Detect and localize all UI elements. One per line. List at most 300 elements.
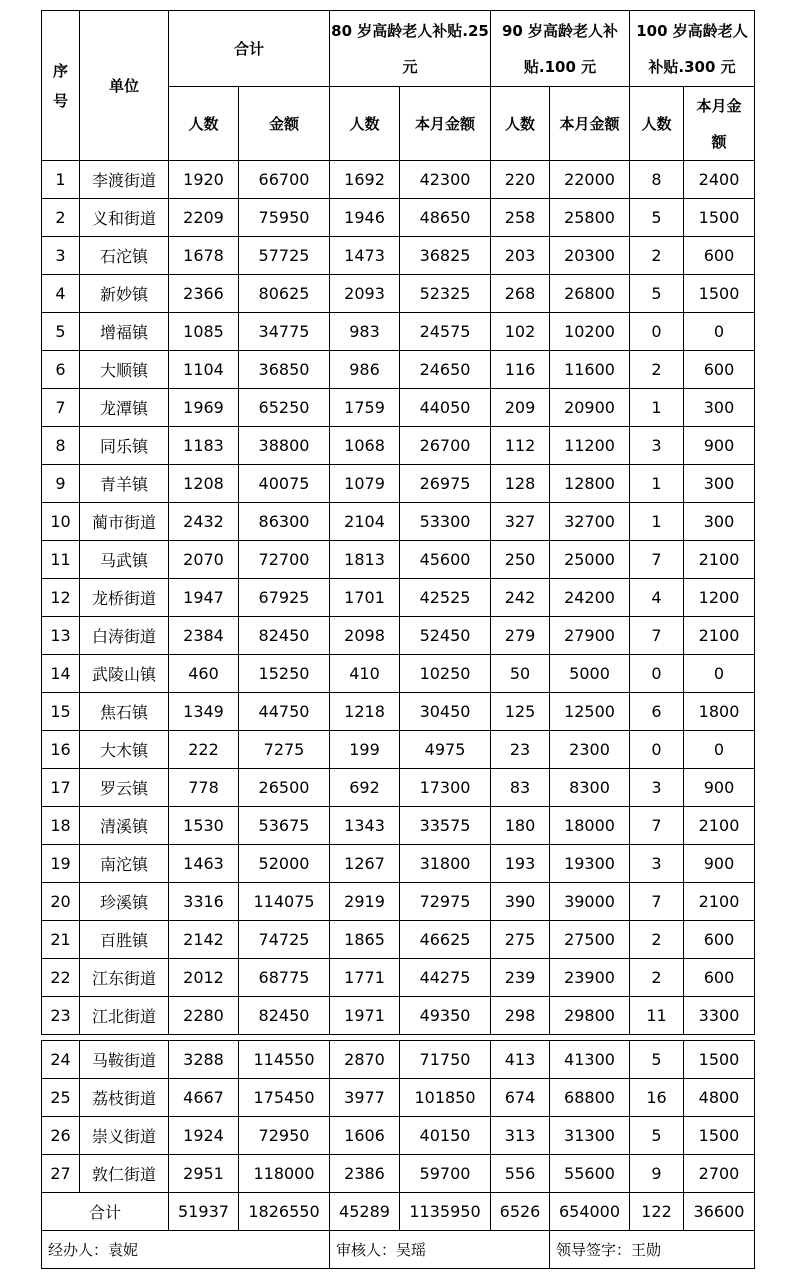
row-cell: 298 bbox=[491, 997, 550, 1035]
row-cell: 24575 bbox=[400, 313, 491, 351]
row-cell: 600 bbox=[684, 921, 755, 959]
row-cell: 66700 bbox=[239, 161, 330, 199]
row-seq: 19 bbox=[42, 845, 80, 883]
row-cell: 1068 bbox=[330, 427, 400, 465]
row-cell: 1200 bbox=[684, 579, 755, 617]
row-cell: 2280 bbox=[169, 997, 239, 1035]
row-cell: 1800 bbox=[684, 693, 755, 731]
row-cell: 193 bbox=[491, 845, 550, 883]
row-unit: 大顺镇 bbox=[80, 351, 169, 389]
row-cell: 2100 bbox=[684, 617, 755, 655]
row-unit: 江东街道 bbox=[80, 959, 169, 997]
row-cell: 2 bbox=[630, 959, 684, 997]
row-unit: 百胜镇 bbox=[80, 921, 169, 959]
row-cell: 199 bbox=[330, 731, 400, 769]
row-cell: 2870 bbox=[330, 1041, 400, 1079]
row-cell: 101850 bbox=[400, 1079, 491, 1117]
row-cell: 2 bbox=[630, 351, 684, 389]
row-unit: 新妙镇 bbox=[80, 275, 169, 313]
row-cell: 2919 bbox=[330, 883, 400, 921]
row-cell: 3300 bbox=[684, 997, 755, 1035]
row-cell: 72950 bbox=[239, 1117, 330, 1155]
row-cell: 778 bbox=[169, 769, 239, 807]
table-row bbox=[42, 1155, 755, 1193]
row-unit: 荔枝街道 bbox=[80, 1079, 169, 1117]
row-cell: 600 bbox=[684, 351, 755, 389]
row-cell: 1500 bbox=[684, 1117, 755, 1155]
row-cell: 31300 bbox=[550, 1117, 630, 1155]
row-cell: 11 bbox=[630, 997, 684, 1035]
row-seq: 13 bbox=[42, 617, 80, 655]
row-cell: 83 bbox=[491, 769, 550, 807]
row-unit: 南沱镇 bbox=[80, 845, 169, 883]
row-cell: 900 bbox=[684, 845, 755, 883]
table-row bbox=[42, 161, 755, 199]
row-seq: 21 bbox=[42, 921, 80, 959]
row-cell: 2098 bbox=[330, 617, 400, 655]
row-cell: 1183 bbox=[169, 427, 239, 465]
row-unit: 大木镇 bbox=[80, 731, 169, 769]
total-cell: 45289 bbox=[330, 1193, 400, 1231]
row-cell: 2093 bbox=[330, 275, 400, 313]
row-cell: 1343 bbox=[330, 807, 400, 845]
row-cell: 52000 bbox=[239, 845, 330, 883]
row-unit: 李渡街道 bbox=[80, 161, 169, 199]
row-unit: 义和街道 bbox=[80, 199, 169, 237]
row-cell: 2700 bbox=[684, 1155, 755, 1193]
row-cell: 7 bbox=[630, 883, 684, 921]
row-cell: 42300 bbox=[400, 161, 491, 199]
row-unit: 崇义街道 bbox=[80, 1117, 169, 1155]
row-cell: 1208 bbox=[169, 465, 239, 503]
row-cell: 1 bbox=[630, 389, 684, 427]
row-cell: 19300 bbox=[550, 845, 630, 883]
row-cell: 220 bbox=[491, 161, 550, 199]
row-cell: 2070 bbox=[169, 541, 239, 579]
row-cell: 7275 bbox=[239, 731, 330, 769]
total-cell: 1135950 bbox=[400, 1193, 491, 1231]
row-cell: 18000 bbox=[550, 807, 630, 845]
row-cell: 1701 bbox=[330, 579, 400, 617]
row-cell: 2300 bbox=[550, 731, 630, 769]
row-seq: 4 bbox=[42, 275, 80, 313]
row-seq: 1 bbox=[42, 161, 80, 199]
row-cell: 7 bbox=[630, 807, 684, 845]
row-cell: 1500 bbox=[684, 199, 755, 237]
header-100-people: 人数 bbox=[630, 87, 684, 161]
row-unit: 马鞍街道 bbox=[80, 1041, 169, 1079]
row-cell: 114075 bbox=[239, 883, 330, 921]
row-cell: 1813 bbox=[330, 541, 400, 579]
row-cell: 5 bbox=[630, 199, 684, 237]
row-cell: 1971 bbox=[330, 997, 400, 1035]
row-cell: 327 bbox=[491, 503, 550, 541]
row-cell: 40150 bbox=[400, 1117, 491, 1155]
row-cell: 42525 bbox=[400, 579, 491, 617]
row-cell: 17300 bbox=[400, 769, 491, 807]
row-cell: 556 bbox=[491, 1155, 550, 1193]
row-cell: 2 bbox=[630, 237, 684, 275]
row-cell: 275 bbox=[491, 921, 550, 959]
row-cell: 22000 bbox=[550, 161, 630, 199]
row-cell: 3 bbox=[630, 845, 684, 883]
row-cell: 3316 bbox=[169, 883, 239, 921]
reviewer-signature: 审核人：吴瑶 bbox=[330, 1231, 550, 1269]
row-cell: 48650 bbox=[400, 199, 491, 237]
row-unit: 焦石镇 bbox=[80, 693, 169, 731]
row-cell: 4800 bbox=[684, 1079, 755, 1117]
row-cell: 12500 bbox=[550, 693, 630, 731]
row-cell: 1692 bbox=[330, 161, 400, 199]
row-cell: 118000 bbox=[239, 1155, 330, 1193]
row-cell: 413 bbox=[491, 1041, 550, 1079]
row-cell: 1865 bbox=[330, 921, 400, 959]
row-cell: 2400 bbox=[684, 161, 755, 199]
subsidy-table-continued bbox=[41, 1040, 755, 1269]
row-cell: 5 bbox=[630, 275, 684, 313]
row-unit: 罗云镇 bbox=[80, 769, 169, 807]
row-cell: 1 bbox=[630, 465, 684, 503]
row-cell: 72975 bbox=[400, 883, 491, 921]
table-row bbox=[42, 959, 755, 997]
row-unit: 白涛街道 bbox=[80, 617, 169, 655]
row-cell: 20900 bbox=[550, 389, 630, 427]
row-cell: 203 bbox=[491, 237, 550, 275]
leader-signature: 领导签字：王勋 bbox=[550, 1231, 755, 1269]
table-row bbox=[42, 579, 755, 617]
row-unit: 同乐镇 bbox=[80, 427, 169, 465]
row-cell: 4 bbox=[630, 579, 684, 617]
row-cell: 1771 bbox=[330, 959, 400, 997]
row-cell: 10200 bbox=[550, 313, 630, 351]
row-cell: 116 bbox=[491, 351, 550, 389]
row-cell: 900 bbox=[684, 769, 755, 807]
table-row bbox=[42, 769, 755, 807]
row-cell: 23900 bbox=[550, 959, 630, 997]
row-cell: 1500 bbox=[684, 275, 755, 313]
row-cell: 112 bbox=[491, 427, 550, 465]
subsidy-table-main bbox=[41, 10, 755, 1035]
row-seq: 7 bbox=[42, 389, 80, 427]
row-cell: 102 bbox=[491, 313, 550, 351]
row-cell: 1969 bbox=[169, 389, 239, 427]
row-cell: 65250 bbox=[239, 389, 330, 427]
row-cell: 27900 bbox=[550, 617, 630, 655]
row-cell: 82450 bbox=[239, 617, 330, 655]
row-cell: 5000 bbox=[550, 655, 630, 693]
row-seq: 15 bbox=[42, 693, 80, 731]
row-cell: 1104 bbox=[169, 351, 239, 389]
row-cell: 26700 bbox=[400, 427, 491, 465]
row-cell: 2366 bbox=[169, 275, 239, 313]
row-seq: 18 bbox=[42, 807, 80, 845]
row-cell: 1606 bbox=[330, 1117, 400, 1155]
row-cell: 1500 bbox=[684, 1041, 755, 1079]
row-seq: 22 bbox=[42, 959, 80, 997]
row-unit: 龙潭镇 bbox=[80, 389, 169, 427]
row-cell: 82450 bbox=[239, 997, 330, 1035]
row-cell: 2384 bbox=[169, 617, 239, 655]
row-cell: 674 bbox=[491, 1079, 550, 1117]
row-cell: 175450 bbox=[239, 1079, 330, 1117]
header-80-amount: 本月金额 bbox=[400, 87, 491, 161]
row-cell: 1218 bbox=[330, 693, 400, 731]
row-cell: 2209 bbox=[169, 199, 239, 237]
row-cell: 24650 bbox=[400, 351, 491, 389]
total-cell: 6526 bbox=[491, 1193, 550, 1231]
header-100: 100 岁高龄老人补贴.300 元 bbox=[630, 11, 755, 87]
row-cell: 32700 bbox=[550, 503, 630, 541]
row-cell: 1759 bbox=[330, 389, 400, 427]
header-total: 合计 bbox=[169, 11, 330, 87]
row-cell: 16 bbox=[630, 1079, 684, 1117]
row-cell: 2100 bbox=[684, 541, 755, 579]
total-cell: 654000 bbox=[550, 1193, 630, 1231]
row-cell: 410 bbox=[330, 655, 400, 693]
row-cell: 1920 bbox=[169, 161, 239, 199]
row-cell: 2386 bbox=[330, 1155, 400, 1193]
table-row bbox=[42, 807, 755, 845]
row-cell: 26800 bbox=[550, 275, 630, 313]
row-cell: 6 bbox=[630, 693, 684, 731]
row-cell: 40075 bbox=[239, 465, 330, 503]
header-unit: 单位 bbox=[80, 11, 169, 161]
row-cell: 3977 bbox=[330, 1079, 400, 1117]
total-cell: 36600 bbox=[684, 1193, 755, 1231]
row-unit: 马武镇 bbox=[80, 541, 169, 579]
row-seq: 8 bbox=[42, 427, 80, 465]
row-cell: 8 bbox=[630, 161, 684, 199]
row-cell: 67925 bbox=[239, 579, 330, 617]
row-cell: 15250 bbox=[239, 655, 330, 693]
row-cell: 0 bbox=[684, 655, 755, 693]
row-cell: 26975 bbox=[400, 465, 491, 503]
row-cell: 52325 bbox=[400, 275, 491, 313]
signature-row bbox=[42, 1231, 755, 1269]
row-cell: 1267 bbox=[330, 845, 400, 883]
row-unit: 武陵山镇 bbox=[80, 655, 169, 693]
row-cell: 8300 bbox=[550, 769, 630, 807]
table-row bbox=[42, 199, 755, 237]
row-cell: 80625 bbox=[239, 275, 330, 313]
row-cell: 24200 bbox=[550, 579, 630, 617]
row-cell: 44275 bbox=[400, 959, 491, 997]
row-cell: 53300 bbox=[400, 503, 491, 541]
row-cell: 268 bbox=[491, 275, 550, 313]
row-cell: 2104 bbox=[330, 503, 400, 541]
row-seq: 9 bbox=[42, 465, 80, 503]
row-cell: 9 bbox=[630, 1155, 684, 1193]
row-cell: 7 bbox=[630, 617, 684, 655]
row-cell: 180 bbox=[491, 807, 550, 845]
row-seq: 26 bbox=[42, 1117, 80, 1155]
table-row bbox=[42, 503, 755, 541]
row-cell: 390 bbox=[491, 883, 550, 921]
row-cell: 600 bbox=[684, 237, 755, 275]
row-cell: 25000 bbox=[550, 541, 630, 579]
row-cell: 36850 bbox=[239, 351, 330, 389]
row-cell: 0 bbox=[630, 655, 684, 693]
row-seq: 12 bbox=[42, 579, 80, 617]
total-cell: 51937 bbox=[169, 1193, 239, 1231]
row-cell: 1924 bbox=[169, 1117, 239, 1155]
row-cell: 222 bbox=[169, 731, 239, 769]
row-cell: 38800 bbox=[239, 427, 330, 465]
row-cell: 600 bbox=[684, 959, 755, 997]
row-cell: 1079 bbox=[330, 465, 400, 503]
row-cell: 44750 bbox=[239, 693, 330, 731]
row-seq: 6 bbox=[42, 351, 80, 389]
row-cell: 5 bbox=[630, 1117, 684, 1155]
row-cell: 27500 bbox=[550, 921, 630, 959]
row-cell: 75950 bbox=[239, 199, 330, 237]
header-seq: 序号 bbox=[42, 11, 80, 161]
table-row bbox=[42, 883, 755, 921]
row-cell: 114550 bbox=[239, 1041, 330, 1079]
row-cell: 1678 bbox=[169, 237, 239, 275]
row-cell: 68775 bbox=[239, 959, 330, 997]
row-cell: 900 bbox=[684, 427, 755, 465]
header-100-amount: 本月金额 bbox=[684, 87, 755, 161]
row-unit: 江北街道 bbox=[80, 997, 169, 1035]
row-cell: 0 bbox=[630, 313, 684, 351]
table-row bbox=[42, 427, 755, 465]
row-cell: 11600 bbox=[550, 351, 630, 389]
row-cell: 250 bbox=[491, 541, 550, 579]
row-cell: 39000 bbox=[550, 883, 630, 921]
header-90-people: 人数 bbox=[491, 87, 550, 161]
row-unit: 清溪镇 bbox=[80, 807, 169, 845]
row-cell: 31800 bbox=[400, 845, 491, 883]
table-row bbox=[42, 1117, 755, 1155]
row-cell: 300 bbox=[684, 389, 755, 427]
row-cell: 36825 bbox=[400, 237, 491, 275]
row-seq: 5 bbox=[42, 313, 80, 351]
table-row bbox=[42, 313, 755, 351]
row-cell: 25800 bbox=[550, 199, 630, 237]
handler-signature: 经办人：袁妮 bbox=[42, 1231, 330, 1269]
row-cell: 300 bbox=[684, 465, 755, 503]
row-cell: 71750 bbox=[400, 1041, 491, 1079]
row-unit: 增福镇 bbox=[80, 313, 169, 351]
row-cell: 1085 bbox=[169, 313, 239, 351]
row-seq: 17 bbox=[42, 769, 80, 807]
table-row bbox=[42, 237, 755, 275]
table-row bbox=[42, 655, 755, 693]
row-cell: 59700 bbox=[400, 1155, 491, 1193]
row-cell: 1947 bbox=[169, 579, 239, 617]
row-cell: 239 bbox=[491, 959, 550, 997]
row-cell: 2012 bbox=[169, 959, 239, 997]
table-row bbox=[42, 845, 755, 883]
row-unit: 敦仁街道 bbox=[80, 1155, 169, 1193]
header-90-amount: 本月金额 bbox=[550, 87, 630, 161]
row-cell: 5 bbox=[630, 1041, 684, 1079]
row-cell: 2432 bbox=[169, 503, 239, 541]
total-cell: 1826550 bbox=[239, 1193, 330, 1231]
header-90: 90 岁高龄老人补贴.100 元 bbox=[491, 11, 630, 87]
row-cell: 3 bbox=[630, 427, 684, 465]
row-cell: 68800 bbox=[550, 1079, 630, 1117]
row-unit: 青羊镇 bbox=[80, 465, 169, 503]
total-label: 合计 bbox=[42, 1193, 169, 1231]
row-cell: 128 bbox=[491, 465, 550, 503]
row-cell: 2100 bbox=[684, 883, 755, 921]
row-cell: 50 bbox=[491, 655, 550, 693]
row-cell: 29800 bbox=[550, 997, 630, 1035]
row-cell: 12800 bbox=[550, 465, 630, 503]
row-cell: 986 bbox=[330, 351, 400, 389]
row-cell: 983 bbox=[330, 313, 400, 351]
total-row bbox=[42, 1193, 755, 1231]
table-row bbox=[42, 541, 755, 579]
row-cell: 86300 bbox=[239, 503, 330, 541]
row-cell: 10250 bbox=[400, 655, 491, 693]
row-cell: 55600 bbox=[550, 1155, 630, 1193]
header-total-amount: 金额 bbox=[239, 87, 330, 161]
table-row bbox=[42, 921, 755, 959]
row-unit: 石沱镇 bbox=[80, 237, 169, 275]
row-cell: 1473 bbox=[330, 237, 400, 275]
table-row bbox=[42, 1041, 755, 1079]
row-cell: 460 bbox=[169, 655, 239, 693]
table-row bbox=[42, 997, 755, 1035]
row-seq: 27 bbox=[42, 1155, 80, 1193]
row-cell: 7 bbox=[630, 541, 684, 579]
row-cell: 41300 bbox=[550, 1041, 630, 1079]
row-cell: 1 bbox=[630, 503, 684, 541]
row-cell: 4667 bbox=[169, 1079, 239, 1117]
row-cell: 2951 bbox=[169, 1155, 239, 1193]
row-cell: 279 bbox=[491, 617, 550, 655]
row-cell: 57725 bbox=[239, 237, 330, 275]
row-cell: 33575 bbox=[400, 807, 491, 845]
row-cell: 0 bbox=[684, 731, 755, 769]
row-cell: 2 bbox=[630, 921, 684, 959]
table-row bbox=[42, 1079, 755, 1117]
row-cell: 4975 bbox=[400, 731, 491, 769]
header-total-people: 人数 bbox=[169, 87, 239, 161]
table-row bbox=[42, 275, 755, 313]
row-cell: 52450 bbox=[400, 617, 491, 655]
row-cell: 72700 bbox=[239, 541, 330, 579]
row-cell: 20300 bbox=[550, 237, 630, 275]
row-cell: 26500 bbox=[239, 769, 330, 807]
row-cell: 313 bbox=[491, 1117, 550, 1155]
row-cell: 1349 bbox=[169, 693, 239, 731]
row-unit: 龙桥街道 bbox=[80, 579, 169, 617]
row-seq: 24 bbox=[42, 1041, 80, 1079]
row-unit: 蔺市街道 bbox=[80, 503, 169, 541]
row-cell: 3 bbox=[630, 769, 684, 807]
table-row bbox=[42, 617, 755, 655]
row-cell: 23 bbox=[491, 731, 550, 769]
table-row bbox=[42, 693, 755, 731]
row-seq: 23 bbox=[42, 997, 80, 1035]
row-cell: 0 bbox=[684, 313, 755, 351]
row-unit: 珍溪镇 bbox=[80, 883, 169, 921]
row-cell: 242 bbox=[491, 579, 550, 617]
table-row bbox=[42, 351, 755, 389]
table-row bbox=[42, 731, 755, 769]
row-seq: 10 bbox=[42, 503, 80, 541]
row-cell: 0 bbox=[630, 731, 684, 769]
row-seq: 25 bbox=[42, 1079, 80, 1117]
row-cell: 53675 bbox=[239, 807, 330, 845]
row-cell: 692 bbox=[330, 769, 400, 807]
row-cell: 1946 bbox=[330, 199, 400, 237]
header-80: 80 岁高龄老人补贴.25 元 bbox=[330, 11, 491, 87]
